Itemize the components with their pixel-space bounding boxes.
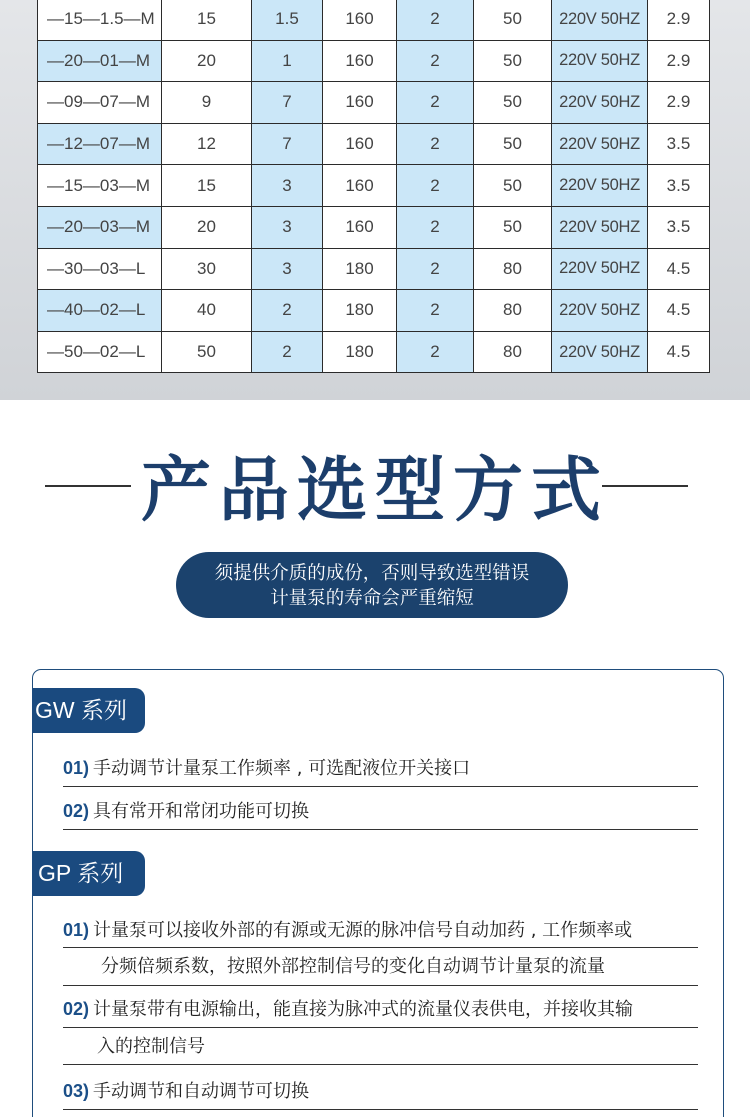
table-row <box>38 123 710 165</box>
gw-item-01 <box>63 754 698 780</box>
table-row <box>38 165 710 207</box>
table-cell: 4.5 <box>648 290 710 332</box>
table-cell: 2 <box>397 248 474 290</box>
table-cell: 160 <box>323 0 397 40</box>
table-cell: 2.9 <box>648 40 710 82</box>
table-cell: 220V 50HZ <box>552 331 648 373</box>
table-cell: 80 <box>474 248 552 290</box>
table-cell: 160 <box>323 165 397 207</box>
gp-item-01 <box>63 916 698 942</box>
model-cell: —30—03—L <box>38 248 162 290</box>
table-cell: 180 <box>323 331 397 373</box>
model-cell: —20—03—M <box>38 206 162 248</box>
table-cell: 50 <box>474 82 552 124</box>
divider <box>63 1109 698 1110</box>
table-cell: 3 <box>252 248 323 290</box>
gw-series-tag: GW 系列 <box>32 688 145 733</box>
table-cell: 50 <box>474 206 552 248</box>
table-cell: 50 <box>474 123 552 165</box>
table-cell: 3 <box>252 206 323 248</box>
model-cell: —15—03—M <box>38 165 162 207</box>
table-cell: 3.5 <box>648 206 710 248</box>
model-cell: —40—02—L <box>38 290 162 332</box>
table-cell: 220V 50HZ <box>552 82 648 124</box>
model-cell: —20—01—M <box>38 40 162 82</box>
table-cell: 220V 50HZ <box>552 248 648 290</box>
table-cell: 4.5 <box>648 248 710 290</box>
table-row <box>38 82 710 124</box>
table-cell: 2 <box>397 206 474 248</box>
item-number: 01) <box>63 758 90 778</box>
table-cell: 160 <box>323 206 397 248</box>
table-cell: 80 <box>474 331 552 373</box>
divider <box>63 947 698 948</box>
table-cell: 50 <box>474 165 552 207</box>
table-row <box>38 331 710 373</box>
table-cell: 1 <box>252 40 323 82</box>
table-row <box>38 290 710 332</box>
table-cell: 2 <box>397 40 474 82</box>
table-cell: 220V 50HZ <box>552 123 648 165</box>
divider <box>63 786 698 787</box>
table-cell: 2 <box>252 331 323 373</box>
table-cell: 3 <box>252 165 323 207</box>
table-cell: 40 <box>162 290 252 332</box>
divider <box>63 1027 698 1028</box>
table-row <box>38 40 710 82</box>
table-cell: 220V 50HZ <box>552 165 648 207</box>
table-cell: 180 <box>323 290 397 332</box>
table-cell: 20 <box>162 206 252 248</box>
item-number: 02) <box>63 999 90 1019</box>
table-cell: 1.5 <box>252 0 323 40</box>
table-cell: 12 <box>162 123 252 165</box>
table-cell: 9 <box>162 82 252 124</box>
table-cell: 50 <box>474 0 552 40</box>
section-title: 产品选型方式 <box>141 449 609 531</box>
model-cell: —12—07—M <box>38 123 162 165</box>
item-number: 01) <box>63 920 90 940</box>
table-cell: 3.5 <box>648 165 710 207</box>
table-cell: 160 <box>323 40 397 82</box>
table-cell: 180 <box>323 248 397 290</box>
notice-line-1: 须提供介质的成份，否则导致选型错误 <box>214 563 530 584</box>
gp-series-tag: GP 系列 <box>32 851 145 896</box>
notice-line-2: 计量泵的寿命会严重缩短 <box>270 588 474 609</box>
table-cell: 30 <box>162 248 252 290</box>
model-cell: —09—07—M <box>38 82 162 124</box>
table-cell: 3.5 <box>648 123 710 165</box>
gw-item-02 <box>63 797 698 823</box>
divider <box>63 829 698 830</box>
table-cell: 2 <box>252 290 323 332</box>
table-row <box>38 206 710 248</box>
table-cell: 220V 50HZ <box>552 206 648 248</box>
table-cell: 160 <box>323 82 397 124</box>
item-number: 03) <box>63 1081 90 1101</box>
gp-item-02-continued: 入的控制信号 <box>97 1036 205 1057</box>
table-cell: 2 <box>397 0 474 40</box>
table-cell: 2 <box>397 331 474 373</box>
table-cell: 2 <box>397 82 474 124</box>
table-cell: 7 <box>252 123 323 165</box>
item-number: 02) <box>63 801 90 821</box>
selection-notice <box>176 552 568 618</box>
gp-item-02 <box>63 995 698 1021</box>
table-cell: 50 <box>162 331 252 373</box>
item-text: 计量泵带有电源输出，能直接为脉冲式的流量仪表供电，并接收其输 <box>93 999 634 1020</box>
gp-item-03 <box>63 1077 698 1103</box>
table-cell: 7 <box>252 82 323 124</box>
item-text: 手动调节和自动调节可切换 <box>93 1081 310 1102</box>
table-cell: 2 <box>397 290 474 332</box>
table-cell: 4.5 <box>648 331 710 373</box>
item-text: 计量泵可以接收外部的有源或无源的脉冲信号自动加药 , 工作频率或 <box>93 920 633 941</box>
table-cell: 20 <box>162 40 252 82</box>
divider <box>63 1064 698 1065</box>
table-cell: 220V 50HZ <box>552 290 648 332</box>
spec-section <box>0 0 750 400</box>
table-cell: 2.9 <box>648 82 710 124</box>
gp-item-01-continued: 分频倍频系数，按照外部控制信号的变化自动调节计量泵的流量 <box>101 956 605 977</box>
model-cell: —15—1.5—M <box>38 0 162 40</box>
table-cell: 220V 50HZ <box>552 40 648 82</box>
spec-table <box>37 0 710 373</box>
table-cell: 2 <box>397 165 474 207</box>
item-text: 手动调节计量泵工作频率 , 可选配液位开关接口 <box>93 758 471 779</box>
table-row <box>38 248 710 290</box>
table-cell: 50 <box>474 40 552 82</box>
item-text: 具有常开和常闭功能可切换 <box>93 801 310 822</box>
table-cell: 220V 50HZ <box>552 0 648 40</box>
divider <box>63 985 698 986</box>
table-cell: 15 <box>162 0 252 40</box>
table-row <box>38 0 710 40</box>
model-cell: —50—02—L <box>38 331 162 373</box>
table-cell: 160 <box>323 123 397 165</box>
table-cell: 2.9 <box>648 0 710 40</box>
table-cell: 80 <box>474 290 552 332</box>
table-cell: 2 <box>397 123 474 165</box>
table-cell: 15 <box>162 165 252 207</box>
